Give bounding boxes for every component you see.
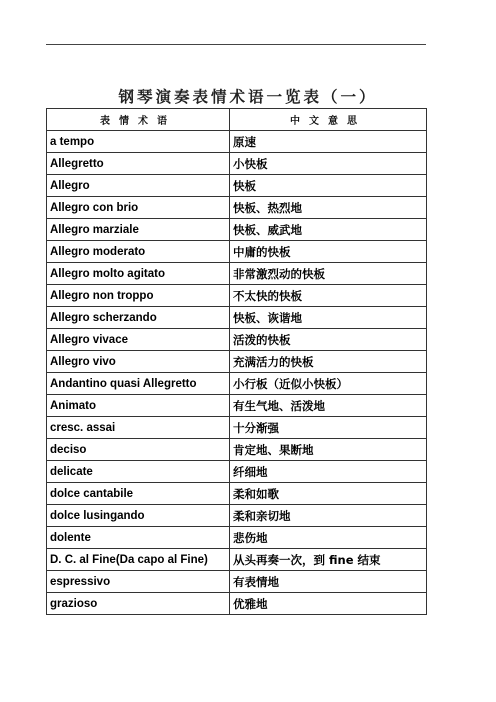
term-cell: Allegro non troppo bbox=[47, 285, 230, 307]
table-row bbox=[47, 329, 427, 351]
table-row bbox=[47, 549, 427, 571]
term-cell: Allegro molto agitato bbox=[47, 263, 230, 285]
term-cell: Allegro con brio bbox=[47, 197, 230, 219]
page-title: 钢琴演奏表情术语一览表（一） bbox=[118, 87, 378, 106]
table-row bbox=[47, 505, 427, 527]
terms-table bbox=[46, 108, 427, 615]
table-body bbox=[47, 131, 427, 615]
term-cell: dolce lusingando bbox=[47, 505, 230, 527]
meaning-cell: 有生气地、活泼地 bbox=[230, 395, 427, 417]
meaning-cell: 非常激烈动的快板 bbox=[230, 263, 427, 285]
table-row bbox=[47, 285, 427, 307]
header-rule bbox=[46, 44, 426, 45]
table-row bbox=[47, 439, 427, 461]
meaning-cell: 快板、热烈地 bbox=[230, 197, 427, 219]
term-cell: Animato bbox=[47, 395, 230, 417]
table-row bbox=[47, 175, 427, 197]
meaning-cell: 十分渐强 bbox=[230, 417, 427, 439]
meaning-cell: 快板、威武地 bbox=[230, 219, 427, 241]
term-cell: D. C. al Fine(Da capo al Fine) bbox=[47, 549, 230, 571]
table-row bbox=[47, 483, 427, 505]
term-cell: Allegro vivo bbox=[47, 351, 230, 373]
table-row bbox=[47, 197, 427, 219]
meaning-cell: 纤细地 bbox=[230, 461, 427, 483]
term-cell: Allegretto bbox=[47, 153, 230, 175]
term-cell: grazioso bbox=[47, 593, 230, 615]
table-row bbox=[47, 153, 427, 175]
term-cell: espressivo bbox=[47, 571, 230, 593]
meaning-cell: 肯定地、果断地 bbox=[230, 439, 427, 461]
table-row bbox=[47, 571, 427, 593]
meaning-cell: 从头再奏一次，到 fine 结束 bbox=[230, 549, 427, 571]
meaning-cell: 柔和亲切地 bbox=[230, 505, 427, 527]
meaning-cell: 原速 bbox=[230, 131, 427, 153]
meaning-cell: 快板、诙谐地 bbox=[230, 307, 427, 329]
term-cell: Allegro bbox=[47, 175, 230, 197]
table-row bbox=[47, 593, 427, 615]
meaning-cell: 优雅地 bbox=[230, 593, 427, 615]
meaning-cell: 柔和如歌 bbox=[230, 483, 427, 505]
meaning-cell: 有表情地 bbox=[230, 571, 427, 593]
term-cell: Allegro scherzando bbox=[47, 307, 230, 329]
term-cell: dolce cantabile bbox=[47, 483, 230, 505]
table-row bbox=[47, 131, 427, 153]
term-cell: dolente bbox=[47, 527, 230, 549]
meaning-cell: 小快板 bbox=[230, 153, 427, 175]
term-column-header: 表情术语 bbox=[47, 109, 230, 131]
meaning-cell: 充满活力的快板 bbox=[230, 351, 427, 373]
meaning-cell: 小行板（近似小快板） bbox=[230, 373, 427, 395]
term-cell: Allegro vivace bbox=[47, 329, 230, 351]
meaning-cell: 活泼的快板 bbox=[230, 329, 427, 351]
term-cell: Allegro marziale bbox=[47, 219, 230, 241]
table-row bbox=[47, 263, 427, 285]
table-row bbox=[47, 527, 427, 549]
term-cell: delicate bbox=[47, 461, 230, 483]
meaning-cell: 悲伤地 bbox=[230, 527, 427, 549]
term-cell: Andantino quasi Allegretto bbox=[47, 373, 230, 395]
meaning-cell: 中庸的快板 bbox=[230, 241, 427, 263]
term-cell: cresc. assai bbox=[47, 417, 230, 439]
table-header-row bbox=[47, 109, 427, 131]
meaning-column-header: 中文意思 bbox=[230, 109, 427, 131]
table-row bbox=[47, 395, 427, 417]
term-cell: a tempo bbox=[47, 131, 230, 153]
meaning-cell: 快板 bbox=[230, 175, 427, 197]
table-row bbox=[47, 241, 427, 263]
table-row bbox=[47, 373, 427, 395]
table-row bbox=[47, 219, 427, 241]
term-cell: deciso bbox=[47, 439, 230, 461]
table-row bbox=[47, 307, 427, 329]
table-row bbox=[47, 461, 427, 483]
table-row bbox=[47, 351, 427, 373]
meaning-cell: 不太快的快板 bbox=[230, 285, 427, 307]
term-cell: Allegro moderato bbox=[47, 241, 230, 263]
table-row bbox=[47, 417, 427, 439]
